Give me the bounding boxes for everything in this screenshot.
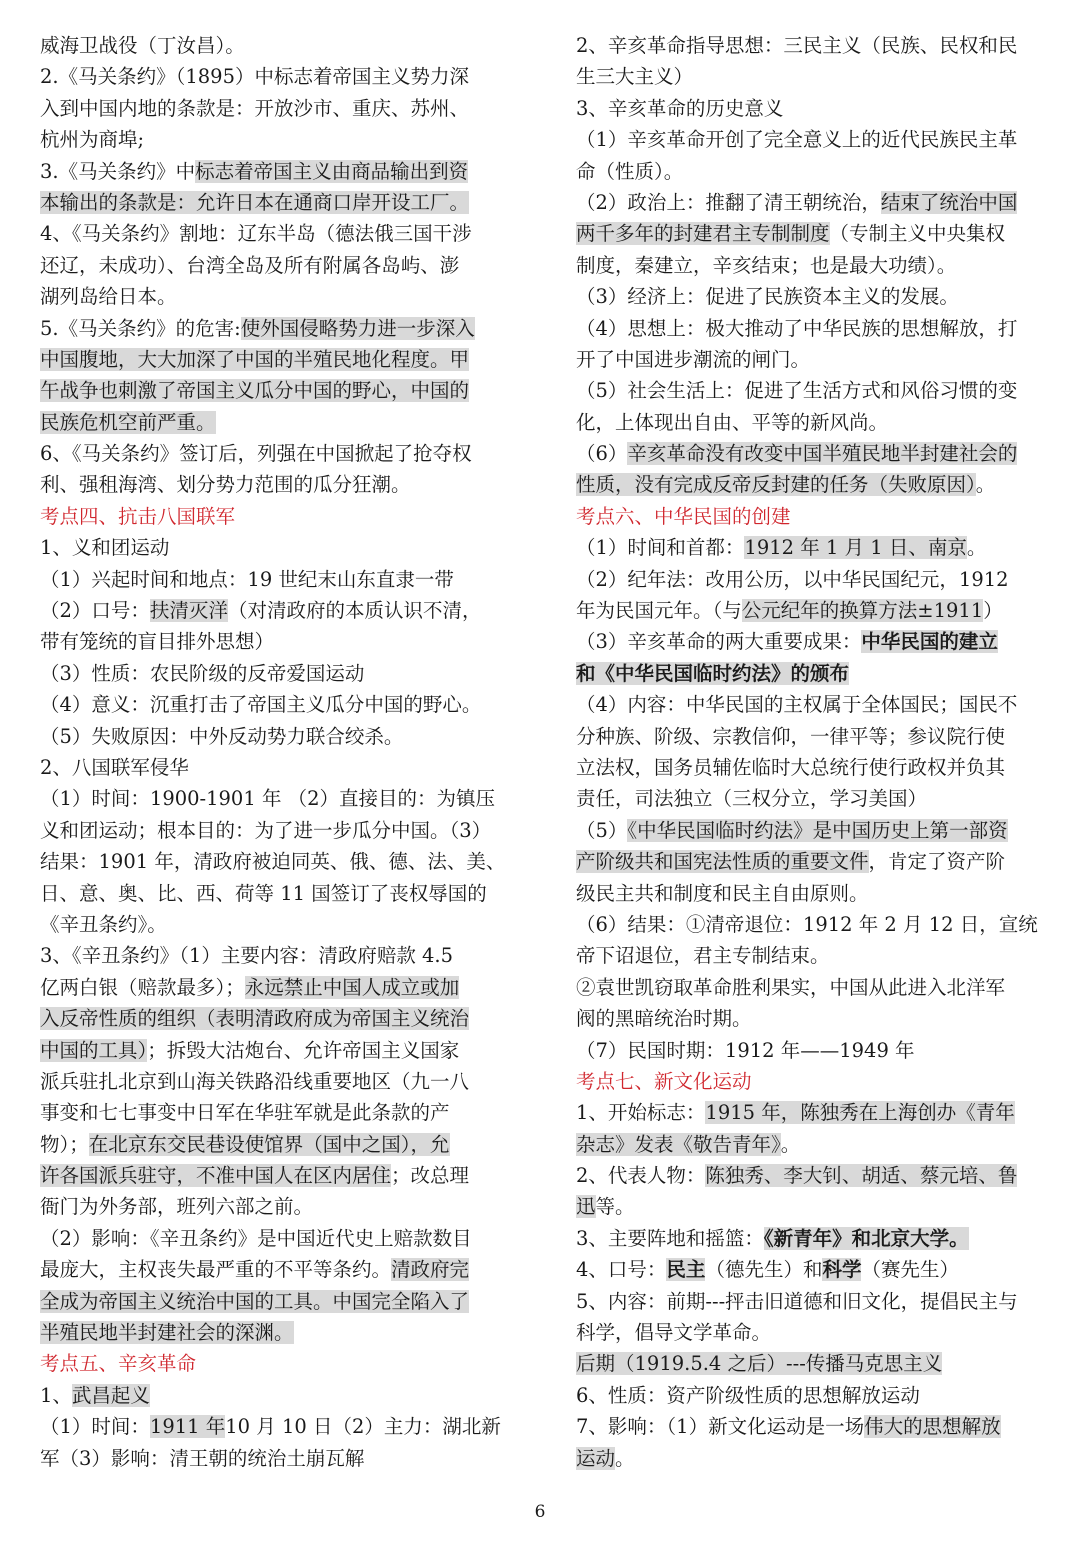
- text-segment: 湖列岛给日本。: [40, 285, 177, 309]
- text-segment: 责任，司法独立（三权分立，学习美国）: [576, 787, 928, 811]
- text-line: [40, 626, 508, 657]
- text-segment: 日、意、奥、比、西、荷等 11 国签订了丧权辱国的: [40, 881, 487, 905]
- text-line: [576, 815, 1046, 846]
- text-segment: 考点五、辛亥革命: [40, 1352, 197, 1376]
- text-segment: 1、: [40, 1383, 72, 1407]
- text-line: [576, 532, 1046, 563]
- text-line: [576, 972, 1046, 1003]
- text-line: [576, 1003, 1046, 1034]
- text-segment: 事变和七七事变中日军在华驻军就是此条款的产: [40, 1101, 450, 1125]
- text-line: [40, 281, 508, 312]
- text-segment: ，肯定了资产阶: [868, 850, 1006, 874]
- text-segment: 。: [975, 473, 996, 497]
- highlighted-text: 许各国派兵驻守，不准中国人在区内居住: [40, 1164, 392, 1188]
- highlighted-text: 运动: [576, 1446, 616, 1470]
- text-line: [40, 1003, 508, 1034]
- text-line: [40, 1443, 508, 1474]
- highlighted-text: 产阶级共和国宪法性质的重要文件: [576, 850, 869, 874]
- text-segment: 1、开始标志：: [576, 1101, 706, 1125]
- text-segment: （赛先生）: [861, 1258, 959, 1282]
- text-line: [576, 344, 1046, 375]
- text-segment: 带有笼统的盲目排外思想）: [40, 630, 275, 654]
- text-segment: （专制主义中央集权: [829, 222, 1006, 246]
- text-line: [40, 752, 508, 783]
- highlighted-text: 标志着帝国主义由商品输出到资: [195, 159, 469, 183]
- text-line: [40, 1035, 508, 1066]
- text-segment: ②袁世凯窃取革命胜利果实，中国从此进入北洋军: [576, 975, 1006, 999]
- highlighted-text: 1915 年，陈独秀在上海创办《青年: [705, 1101, 1015, 1125]
- text-segment: （对清政府的本质认识不清，: [227, 599, 482, 623]
- text-line: [576, 93, 1046, 124]
- text-segment: 4、口号：: [576, 1258, 667, 1282]
- text-line: [576, 658, 1046, 689]
- text-segment: （3）辛亥革命的两大重要成果：: [576, 630, 862, 654]
- text-line: [576, 218, 1046, 249]
- text-segment: （3）经济上：促进了民族资本主义的发展。: [576, 285, 959, 309]
- text-segment: （5）社会生活上：促进了生活方式和风俗习惯的变: [576, 379, 1018, 403]
- text-line: [40, 1097, 508, 1128]
- text-line: [40, 61, 508, 92]
- text-line: [40, 658, 508, 689]
- text-segment: 开了中国进步潮流的闸门。: [576, 347, 811, 371]
- text-line: [576, 909, 1046, 940]
- text-line: [576, 1254, 1046, 1285]
- text-line: [576, 878, 1046, 909]
- text-segment: 3、辛亥革命的历史意义: [576, 96, 784, 120]
- text-line: [40, 156, 508, 187]
- highlighted-text: 午战争也刺激了帝国主义瓜分中国的野心，中国的: [40, 379, 470, 403]
- text-segment: （1）时间：1900-1901 年 （2）直接目的：为镇压: [40, 787, 496, 811]
- text-line: [40, 783, 508, 814]
- text-segment: （1）时间：: [40, 1415, 150, 1439]
- text-line: [576, 721, 1046, 752]
- text-line: [576, 1129, 1046, 1160]
- text-line: [576, 250, 1046, 281]
- text-line: [40, 909, 508, 940]
- highlighted-text: 结束了统治中国: [880, 190, 1018, 214]
- text-line: [576, 689, 1046, 720]
- text-line: [40, 940, 508, 971]
- highlighted-text: 科学: [822, 1258, 862, 1282]
- text-segment: 科学，倡导文学革命。: [576, 1321, 772, 1345]
- highlighted-text: 迅: [576, 1195, 596, 1219]
- text-segment: 4、《马关条约》割地：辽东半岛（德法俄三国干涉: [40, 222, 472, 246]
- highlighted-text: 伟大的思想解放: [864, 1415, 1001, 1439]
- text-line: [576, 1160, 1046, 1191]
- section-heading: [40, 1348, 508, 1379]
- text-line: [576, 564, 1046, 595]
- text-line: [40, 1160, 508, 1191]
- text-line: [40, 1129, 508, 1160]
- text-line: [40, 375, 508, 406]
- text-segment: （3）性质：农民阶级的反帝爱国运动: [40, 661, 365, 685]
- text-line: [40, 187, 508, 218]
- text-segment: 结果：1901 年，清政府被迫同英、俄、德、法、美、: [40, 850, 506, 874]
- text-segment: （1）时间和首都：: [576, 536, 745, 560]
- text-line: [40, 595, 508, 626]
- highlighted-text: 入反帝性质的组织（表明清政府成为帝国主义统治: [40, 1007, 470, 1031]
- text-segment: 2.《马关条约》（1895）中标志着帝国主义势力深: [40, 65, 469, 89]
- text-segment: 威海卫战役（丁汝昌）。: [40, 34, 245, 57]
- highlighted-text: 和《中华民国临时约法》的颁布: [576, 661, 850, 685]
- highlighted-text: 永远禁止中国人成立或加: [244, 975, 460, 999]
- text-line: [576, 1097, 1046, 1128]
- text-line: [576, 1191, 1046, 1222]
- text-segment: ）: [983, 599, 1003, 623]
- section-heading: [576, 1066, 1046, 1097]
- text-segment: （1）兴起时间和地点：19 世纪末山东直隶一带: [40, 567, 454, 591]
- text-line: [40, 689, 508, 720]
- text-line: [576, 1035, 1046, 1066]
- text-segment: 级民主共和制度和民主自由原则。: [576, 881, 869, 905]
- text-line: [40, 313, 508, 344]
- text-line: [576, 595, 1046, 626]
- text-segment: 5.《马关条约》的危害:: [40, 316, 241, 340]
- text-segment: 10 月 10 日（2）主力：湖北新: [225, 1415, 501, 1439]
- right-column: [576, 30, 1046, 1474]
- text-segment: 。: [780, 1132, 801, 1156]
- text-line: [576, 1443, 1046, 1474]
- highlighted-text: 中国的工具）: [40, 1038, 148, 1062]
- text-segment: 阀的黑暗统治时期。: [576, 1007, 752, 1031]
- text-line: [40, 30, 508, 61]
- text-line: [40, 564, 508, 595]
- text-segment: 年为民国元年。（与: [576, 599, 742, 623]
- text-segment: 衙门为外务部，班列六部之前。: [40, 1195, 314, 1219]
- text-segment: 亿两白银（赔款最多）；: [40, 975, 245, 999]
- text-line: [40, 532, 508, 563]
- highlighted-text: 扶清灭洋: [149, 599, 228, 623]
- text-segment: 立法权，国务员辅佐临时大总统行使行政权并负其: [576, 755, 1006, 779]
- text-segment: 5、内容：前期---抨击旧道德和旧文化，提倡民主与: [576, 1289, 1018, 1313]
- text-segment: 《辛丑条约》。: [40, 912, 167, 936]
- text-segment: 分种族、阶级、宗教信仰，一律平等；参议院行使: [576, 724, 1006, 748]
- text-segment: 派兵驻扎北京到山海关铁路沿线重要地区（九一八: [40, 1069, 470, 1093]
- text-segment: 1、义和团运动: [40, 536, 170, 560]
- text-line: [40, 218, 508, 249]
- text-line: [576, 407, 1046, 438]
- text-segment: （德先生）和: [705, 1258, 823, 1282]
- highlighted-text: 辛亥革命没有改变中国半殖民地半封建社会的: [627, 442, 1018, 466]
- highlighted-text: 使外国侵略势力进一步深入: [240, 316, 475, 340]
- text-line: [40, 1066, 508, 1097]
- text-segment: （2）口号：: [40, 599, 150, 623]
- text-segment: 杭州为商埠;: [40, 128, 145, 152]
- text-line: [40, 124, 508, 155]
- text-line: [40, 1317, 508, 1348]
- text-segment: 2、辛亥革命指导思想：三民主义（民族、民权和民: [576, 34, 1018, 57]
- text-line: [40, 721, 508, 752]
- text-line: [40, 815, 508, 846]
- text-segment: 。: [615, 1446, 635, 1470]
- text-line: [40, 972, 508, 1003]
- text-segment: （2）影响：《辛丑条约》是中国近代史上赔款数目: [40, 1226, 472, 1250]
- text-segment: 。: [966, 536, 987, 560]
- text-line: [576, 30, 1046, 61]
- text-line: [576, 187, 1046, 218]
- text-segment: 最庞大，主权丧失最严重的不平等条约。: [40, 1258, 392, 1282]
- text-line: [40, 469, 508, 500]
- text-segment: 7、影响：（1）新文化运动是一场: [576, 1415, 865, 1439]
- text-segment: （7）民国时期：1912 年——1949 年: [576, 1038, 915, 1062]
- highlighted-text: 1912 年 1 月 1 日、南京: [744, 536, 967, 560]
- highlighted-text: 《新青年》和北京大学。: [763, 1226, 969, 1250]
- highlighted-text: 陈独秀、李大钊、胡适、蔡元培、鲁: [705, 1164, 1018, 1188]
- text-line: [40, 1380, 508, 1411]
- text-segment: （2）纪年法：改用公历，以中华民国纪元，1912: [576, 567, 1009, 591]
- text-segment: 命（性质）。: [576, 159, 684, 183]
- text-line: [576, 469, 1046, 500]
- highlighted-text: 本输出的条款是：允许日本在通商口岸开设工厂。: [40, 190, 470, 214]
- text-segment: 6、《马关条约》签订后，列强在中国掀起了抢夺权: [40, 442, 472, 466]
- text-segment: 入到中国内地的条款是：开放沙市、重庆、苏州、: [40, 96, 470, 120]
- highlighted-text: 清政府完: [391, 1258, 470, 1282]
- text-line: [576, 375, 1046, 406]
- text-line: [40, 250, 508, 281]
- text-segment: 3、主要阵地和摇篮：: [576, 1226, 764, 1250]
- text-line: [576, 1317, 1046, 1348]
- text-line: [576, 1348, 1046, 1379]
- text-line: [576, 1286, 1046, 1317]
- text-segment: 物）；: [40, 1132, 89, 1156]
- text-segment: （2）政治上：推翻了清王朝统治，: [576, 190, 881, 214]
- highlighted-text: 民族危机空前严重。: [40, 410, 216, 434]
- text-segment: ；改总理: [391, 1164, 470, 1188]
- text-segment: 制度，秦建立，辛亥结束；也是最大功绩）。: [576, 253, 957, 277]
- text-segment: 3、《辛丑条约》（1）主要内容：清政府赔款 4.5: [40, 944, 454, 968]
- text-line: [576, 783, 1046, 814]
- text-segment: 3.《马关条约》中: [40, 159, 196, 183]
- text-line: [576, 313, 1046, 344]
- text-segment: （5）: [576, 818, 628, 842]
- highlighted-text: 武昌起义: [71, 1383, 150, 1407]
- text-segment: 等。: [595, 1195, 635, 1219]
- highlighted-text: 两千多年的封建君主专制制度: [576, 222, 830, 246]
- text-line: [576, 61, 1046, 92]
- highlighted-text: 民主: [666, 1258, 706, 1282]
- highlighted-text: 半殖民地半封建社会的深渊。: [40, 1321, 294, 1345]
- text-segment: 考点四、抗击八国联军: [40, 504, 236, 528]
- text-segment: 军（3）影响：清王朝的统治土崩瓦解: [40, 1446, 365, 1470]
- text-line: [40, 344, 508, 375]
- text-line: [576, 626, 1046, 657]
- text-line: [40, 1286, 508, 1317]
- highlighted-text: 杂志》发表《敬告青年》: [576, 1132, 781, 1156]
- highlighted-text: 《中华民国临时约法》是中国历史上第一部资: [627, 818, 1008, 842]
- text-segment: 生三大主义）: [576, 65, 694, 89]
- text-line: [576, 1380, 1046, 1411]
- highlighted-text: 性质，没有完成反帝反封建的任务（失败原因）: [576, 473, 976, 497]
- text-line: [40, 1191, 508, 1222]
- text-segment: 6、性质：资产阶级性质的思想解放运动: [576, 1383, 920, 1407]
- highlighted-text: 中华民国的建立: [861, 630, 998, 654]
- text-segment: （4）意义：沉重打击了帝国主义瓜分中国的野心。: [40, 693, 482, 717]
- text-line: [576, 1223, 1046, 1254]
- text-segment: 还辽，未成功）、台湾全岛及所有附属各岛屿、澎: [40, 253, 460, 277]
- text-line: [40, 1223, 508, 1254]
- text-segment: 2、代表人物：: [576, 1164, 706, 1188]
- highlighted-text: 公元纪年的换算方法±1911: [741, 599, 984, 623]
- text-segment: 帝下诏退位，君主专制结束。: [576, 944, 830, 968]
- text-segment: 义和团运动；根本目的：为了进一步瓜分中国。（3）: [40, 818, 492, 842]
- text-segment: （6）: [576, 442, 628, 466]
- text-line: [576, 940, 1046, 971]
- text-line: [576, 1411, 1046, 1442]
- text-segment: （1）辛亥革命开创了完全意义上的近代民族民主革: [576, 128, 1018, 152]
- text-line: [40, 407, 508, 438]
- text-segment: ；拆毁大沽炮台、允许帝国主义国家: [147, 1038, 460, 1062]
- text-segment: （4）内容：中华民国的主权属于全体国民；国民不: [576, 693, 1018, 717]
- text-line: [40, 1254, 508, 1285]
- text-line: [40, 438, 508, 469]
- highlighted-text: 后期（1919.5.4 之后）---传播马克思主义: [576, 1352, 943, 1376]
- text-line: [576, 281, 1046, 312]
- text-segment: （5）失败原因：中外反动势力联合绞杀。: [40, 724, 404, 748]
- text-line: [576, 752, 1046, 783]
- text-segment: 考点六、中华民国的创建: [576, 504, 791, 528]
- text-segment: （6）结果：①清帝退位：1912 年 2 月 12 日，宣统: [576, 912, 1038, 936]
- text-segment: 2、八国联军侵华: [40, 755, 189, 779]
- text-line: [40, 1411, 508, 1442]
- text-line: [576, 124, 1046, 155]
- page-number: 6: [534, 1502, 546, 1522]
- text-segment: 利、强租海湾、划分势力范围的瓜分狂潮。: [40, 473, 411, 497]
- section-heading: [576, 501, 1046, 532]
- text-line: [576, 846, 1046, 877]
- left-column: [40, 30, 508, 1474]
- highlighted-text: 在北京东交民巷设使馆界（国中之国），允: [88, 1132, 450, 1156]
- text-segment: （4）思想上：极大推动了中华民族的思想解放，打: [576, 316, 1018, 340]
- highlighted-text: 全成为帝国主义统治中国的工具。中国完全陷入了: [40, 1289, 470, 1313]
- text-line: [40, 93, 508, 124]
- highlighted-text: 1911 年: [149, 1415, 226, 1439]
- text-line: [40, 878, 508, 909]
- text-line: [40, 846, 508, 877]
- text-line: [576, 438, 1046, 469]
- text-segment: 考点七、新文化运动: [576, 1069, 752, 1093]
- highlighted-text: 中国腹地，大大加深了中国的半殖民地化程度。甲: [40, 347, 470, 371]
- text-line: [576, 156, 1046, 187]
- section-heading: [40, 501, 508, 532]
- text-segment: 化，上体现出自由、平等的新风尚。: [576, 410, 889, 434]
